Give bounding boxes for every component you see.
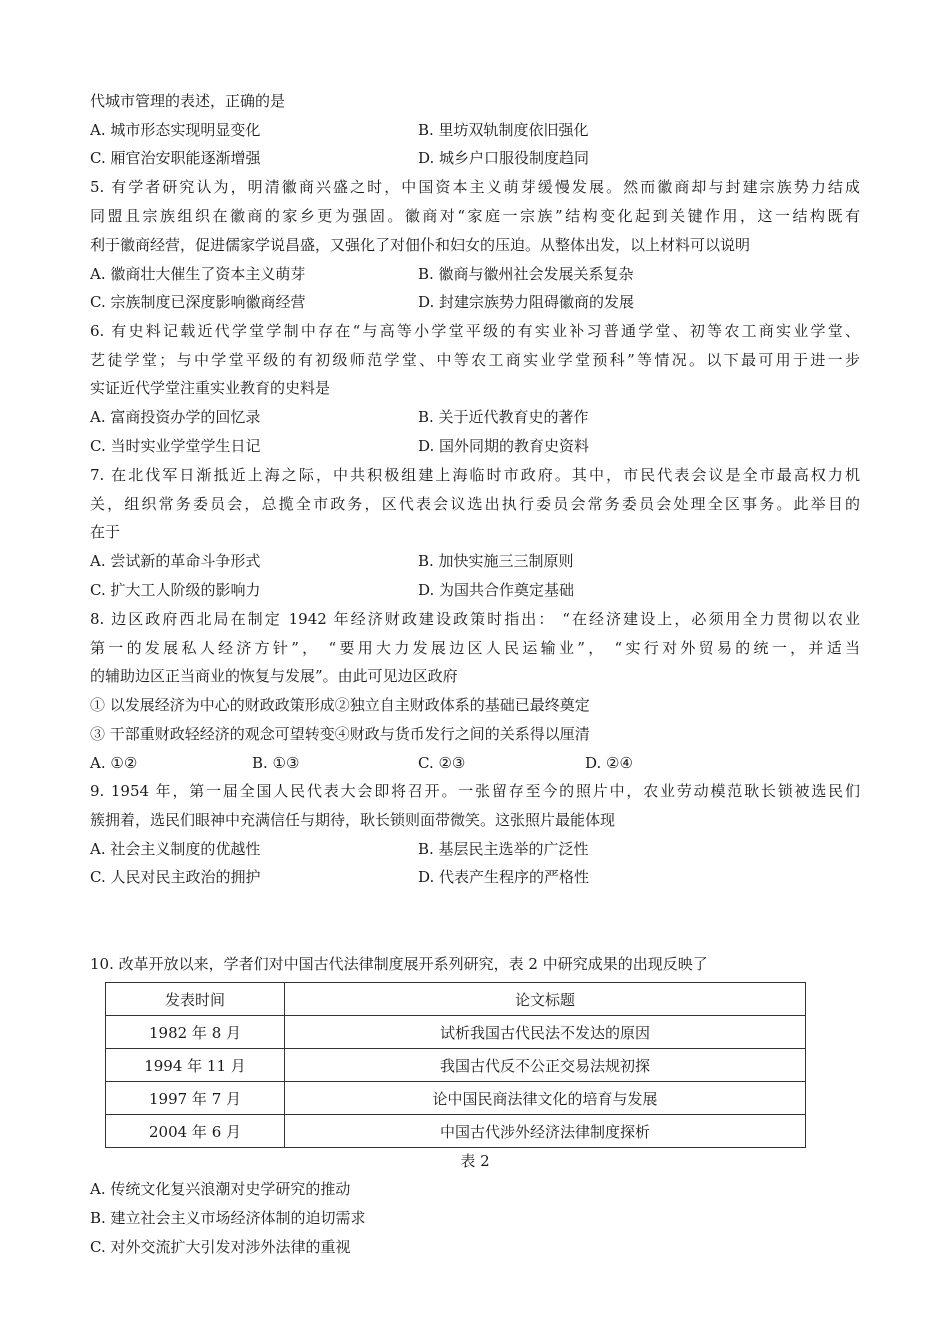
q5-option-a: A. 徽商壮大催生了资本主义萌芽 — [90, 265, 306, 283]
q6-option-b: B. 关于近代教育史的著作 — [418, 408, 589, 426]
q7-option-d: D. 为国共合作奠定基础 — [418, 581, 575, 599]
q4-option-a: A. 城市形态实现明显变化 — [90, 121, 261, 139]
table-cell-title: 试析我国古代民法不发达的原因 — [285, 1016, 806, 1049]
q8-stem-line: 第一的发展私人经济方针”， “要用大力发展边区人民运输业”， “实行对外贸易的统一，并适当 — [90, 639, 860, 657]
q4-option-d: D. 城乡户口服役制度趋同 — [418, 149, 590, 167]
q7-stem-line: 在于 — [90, 523, 121, 541]
q6-stem-line: 6. 有史料记载近代学堂学制中存在“与高等小学堂平级的有实业补习普通学堂、初等农工商实业学堂、 — [90, 322, 860, 340]
q10-stem: 10. 改革开放以来，学者们对中国古代法律制度展开系列研究，表 2 中研究成果的出现反映了 — [90, 955, 708, 973]
research-table — [105, 982, 806, 1148]
q7-option-c: C. 扩大工人阶级的影响力 — [90, 581, 261, 599]
table-cell-date: 1997 年 7 月 — [106, 1082, 285, 1115]
table-row — [106, 1115, 806, 1148]
q6-stem-line: 实证近代学堂注重实业教育的史料是 — [90, 379, 331, 397]
q4-option-c: C. 厢官治安职能逐渐增强 — [90, 149, 261, 167]
q6-option-a: A. 富商投资办学的回忆录 — [90, 408, 261, 426]
table-row — [106, 1049, 806, 1082]
table-row — [106, 1016, 806, 1049]
table-cell-date: 1994 年 11 月 — [106, 1049, 285, 1082]
table-header-row — [106, 983, 806, 1016]
q9-option-b: B. 基层民主选举的广泛性 — [418, 840, 589, 858]
q4-option-b: B. 里坊双轨制度依旧强化 — [418, 121, 589, 139]
q9-stem-line: 簇拥着，选民们眼神中充满信任与期待，耿长锁则面带微笑。这张照片最能体现 — [90, 811, 616, 829]
q7-option-b: B. 加快实施三三制原则 — [418, 552, 574, 570]
q4-stem: 代城市管理的表述，正确的是 — [90, 92, 286, 110]
q5-stem-line: 同盟且宗族组织在徽商的家乡更为强固。徽商对“家庭一宗族”结构变化起到关键作用，这一结构既有 — [90, 207, 860, 225]
q8-option-c: C. ②③ — [418, 754, 466, 772]
q10-option-a: A. 传统文化复兴浪潮对史学研究的推动 — [90, 1180, 351, 1198]
q9-option-c: C. 人民对民主政治的拥护 — [90, 868, 261, 886]
q9-option-a: A. 社会主义制度的优越性 — [90, 840, 261, 858]
table-caption: 表 2 — [460, 1152, 490, 1170]
q8-stem-line: 8. 边区政府西北局在制定 1942 年经济财政建设政策时指出： “在经济建设上，必须用全力贯彻以农业 — [90, 610, 860, 628]
q9-option-d: D. 代表产生程序的严格性 — [418, 868, 590, 886]
q7-stem-line: 关，组织常务委员会，总揽全市政务，区代表会议选出执行委员会常务委员会处理全区事务。此举目的 — [90, 495, 860, 513]
q9-stem-line: 9. 1954 年，第一届全国人民代表大会即将召开。一张留存至今的照片中，农业劳动模范耿长锁被选民们 — [90, 782, 860, 800]
q8-stem-line: 的辅助边区正当商业的恢复与发展”。由此可见边区政府 — [90, 667, 458, 685]
q8-option-b: B. ①③ — [252, 754, 300, 772]
q6-option-c: C. 当时实业学堂学生日记 — [90, 437, 261, 455]
q5-option-b: B. 徽商与徽州社会发展关系复杂 — [418, 265, 634, 283]
table-cell-title: 中国古代涉外经济法律制度探析 — [285, 1115, 806, 1148]
table-cell-date: 2004 年 6 月 — [106, 1115, 285, 1148]
table-cell-title: 我国古代反不公正交易法规初探 — [285, 1049, 806, 1082]
q8-option-a: A. ①② — [90, 754, 138, 772]
table-cell-title: 论中国民商法律文化的培育与发展 — [285, 1082, 806, 1115]
q8-statement: ① 以发展经济为中心的财政政策形成②独立自主财政体系的基础已最终奠定 — [90, 696, 590, 714]
q5-stem-line: 利于徽商经营，促进儒家学说昌盛，又强化了对佃仆和妇女的压迫。从整体出发，以上材料可以说明 — [90, 236, 751, 254]
q6-option-d: D. 国外同期的教育史资料 — [418, 437, 590, 455]
q5-stem-line: 5. 有学者研究认为，明清徽商兴盛之时，中国资本主义萌芽缓慢发展。然而徽商却与封建宗族势力结成 — [90, 178, 860, 196]
table-header-title: 论文标题 — [285, 983, 806, 1016]
q6-stem-line: 艺徒学堂；与中学堂平级的有初级师范学堂、中等农工商实业学堂预科”等情况。以下最可用于进一步 — [90, 351, 860, 369]
table-header-date: 发表时间 — [106, 983, 285, 1016]
q5-option-d: D. 封建宗族势力阻碍徽商的发展 — [418, 293, 635, 311]
q8-statement: ③ 干部重财政轻经济的观念可望转变④财政与货币发行之间的关系得以厘清 — [90, 725, 590, 743]
q7-option-a: A. 尝试新的革命斗争形式 — [90, 552, 261, 570]
q5-option-c: C. 宗族制度已深度影响徽商经营 — [90, 293, 306, 311]
table-row — [106, 1082, 806, 1115]
q7-stem-line: 7. 在北伐军日渐抵近上海之际，中共积极组建上海临时市政府。其中，市民代表会议是全市最高权力机 — [90, 466, 860, 484]
q10-option-b: B. 建立社会主义市场经济体制的迫切需求 — [90, 1209, 366, 1227]
q8-option-d: D. ②④ — [585, 754, 633, 772]
table-cell-date: 1982 年 8 月 — [106, 1016, 285, 1049]
q10-option-c: C. 对外交流扩大引发对涉外法律的重视 — [90, 1238, 351, 1256]
